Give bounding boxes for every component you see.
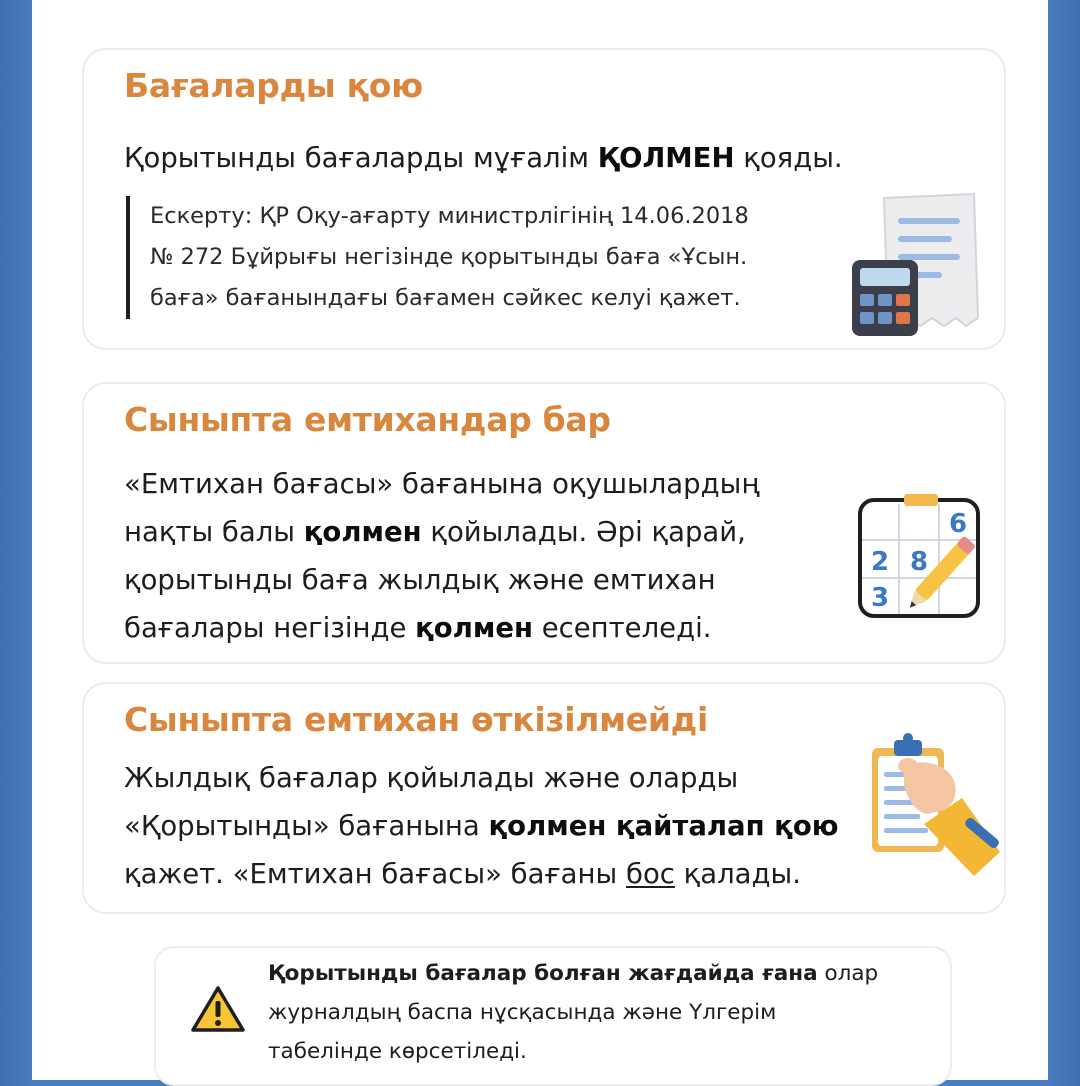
footer-text: Қорытынды бағалар болған жағдайда ғана олар журналдың баспа нұсқасында және Үлгерім табелінде көрсетіледі. — [268, 961, 879, 1064]
sudoku-pencil-icon — [854, 492, 984, 622]
clipboard-hand-icon — [864, 728, 1004, 888]
footer-note — [154, 946, 952, 1086]
card-grading — [82, 48, 1006, 350]
card-no-exam-title: Сыныпта емтихан өткізілмейді — [124, 700, 709, 739]
card-no-exam-text: Жылдық бағалар қойылады және оларды «Қорытынды» бағанына қолмен қайталап қою қажет. «Емтихан бағасы» бағаны бос қалады. — [124, 762, 839, 890]
card-grading-title: Бағаларды қою — [124, 66, 423, 105]
card-exams-present-title: Сыныпта емтихандар бар — [124, 400, 611, 439]
sudoku-number-2: 2 — [870, 547, 890, 577]
calculator-receipt-icon — [846, 190, 986, 340]
card-grading-text: Қорытынды бағаларды мұғалім ҚОЛМЕН қояды. — [124, 142, 843, 174]
warning-icon — [190, 984, 246, 1034]
note-quote: Ескерту: ҚР Оқу-ағарту министрлігінің 14.06.2018 № 272 Бұйрығы негізінде қорытынды баға «Ұсын. баға» бағанындағы бағамен сәйкес келуі қажет. — [126, 196, 850, 319]
page — [32, 0, 1048, 1080]
card-exams-present — [82, 382, 1006, 664]
sudoku-number-8: 8 — [909, 547, 929, 577]
card-no-exam — [82, 682, 1006, 914]
card-exams-present-text: «Емтихан бағасы» бағанына оқушылардың нақты балы қолмен қойылады. Әрі қарай, қорытынды баға жылдық және емтихан бағалары негізінде қолмен есептеледі. — [124, 468, 760, 644]
sudoku-number-6: 6 — [948, 509, 968, 539]
sudoku-number-3: 3 — [870, 583, 890, 613]
